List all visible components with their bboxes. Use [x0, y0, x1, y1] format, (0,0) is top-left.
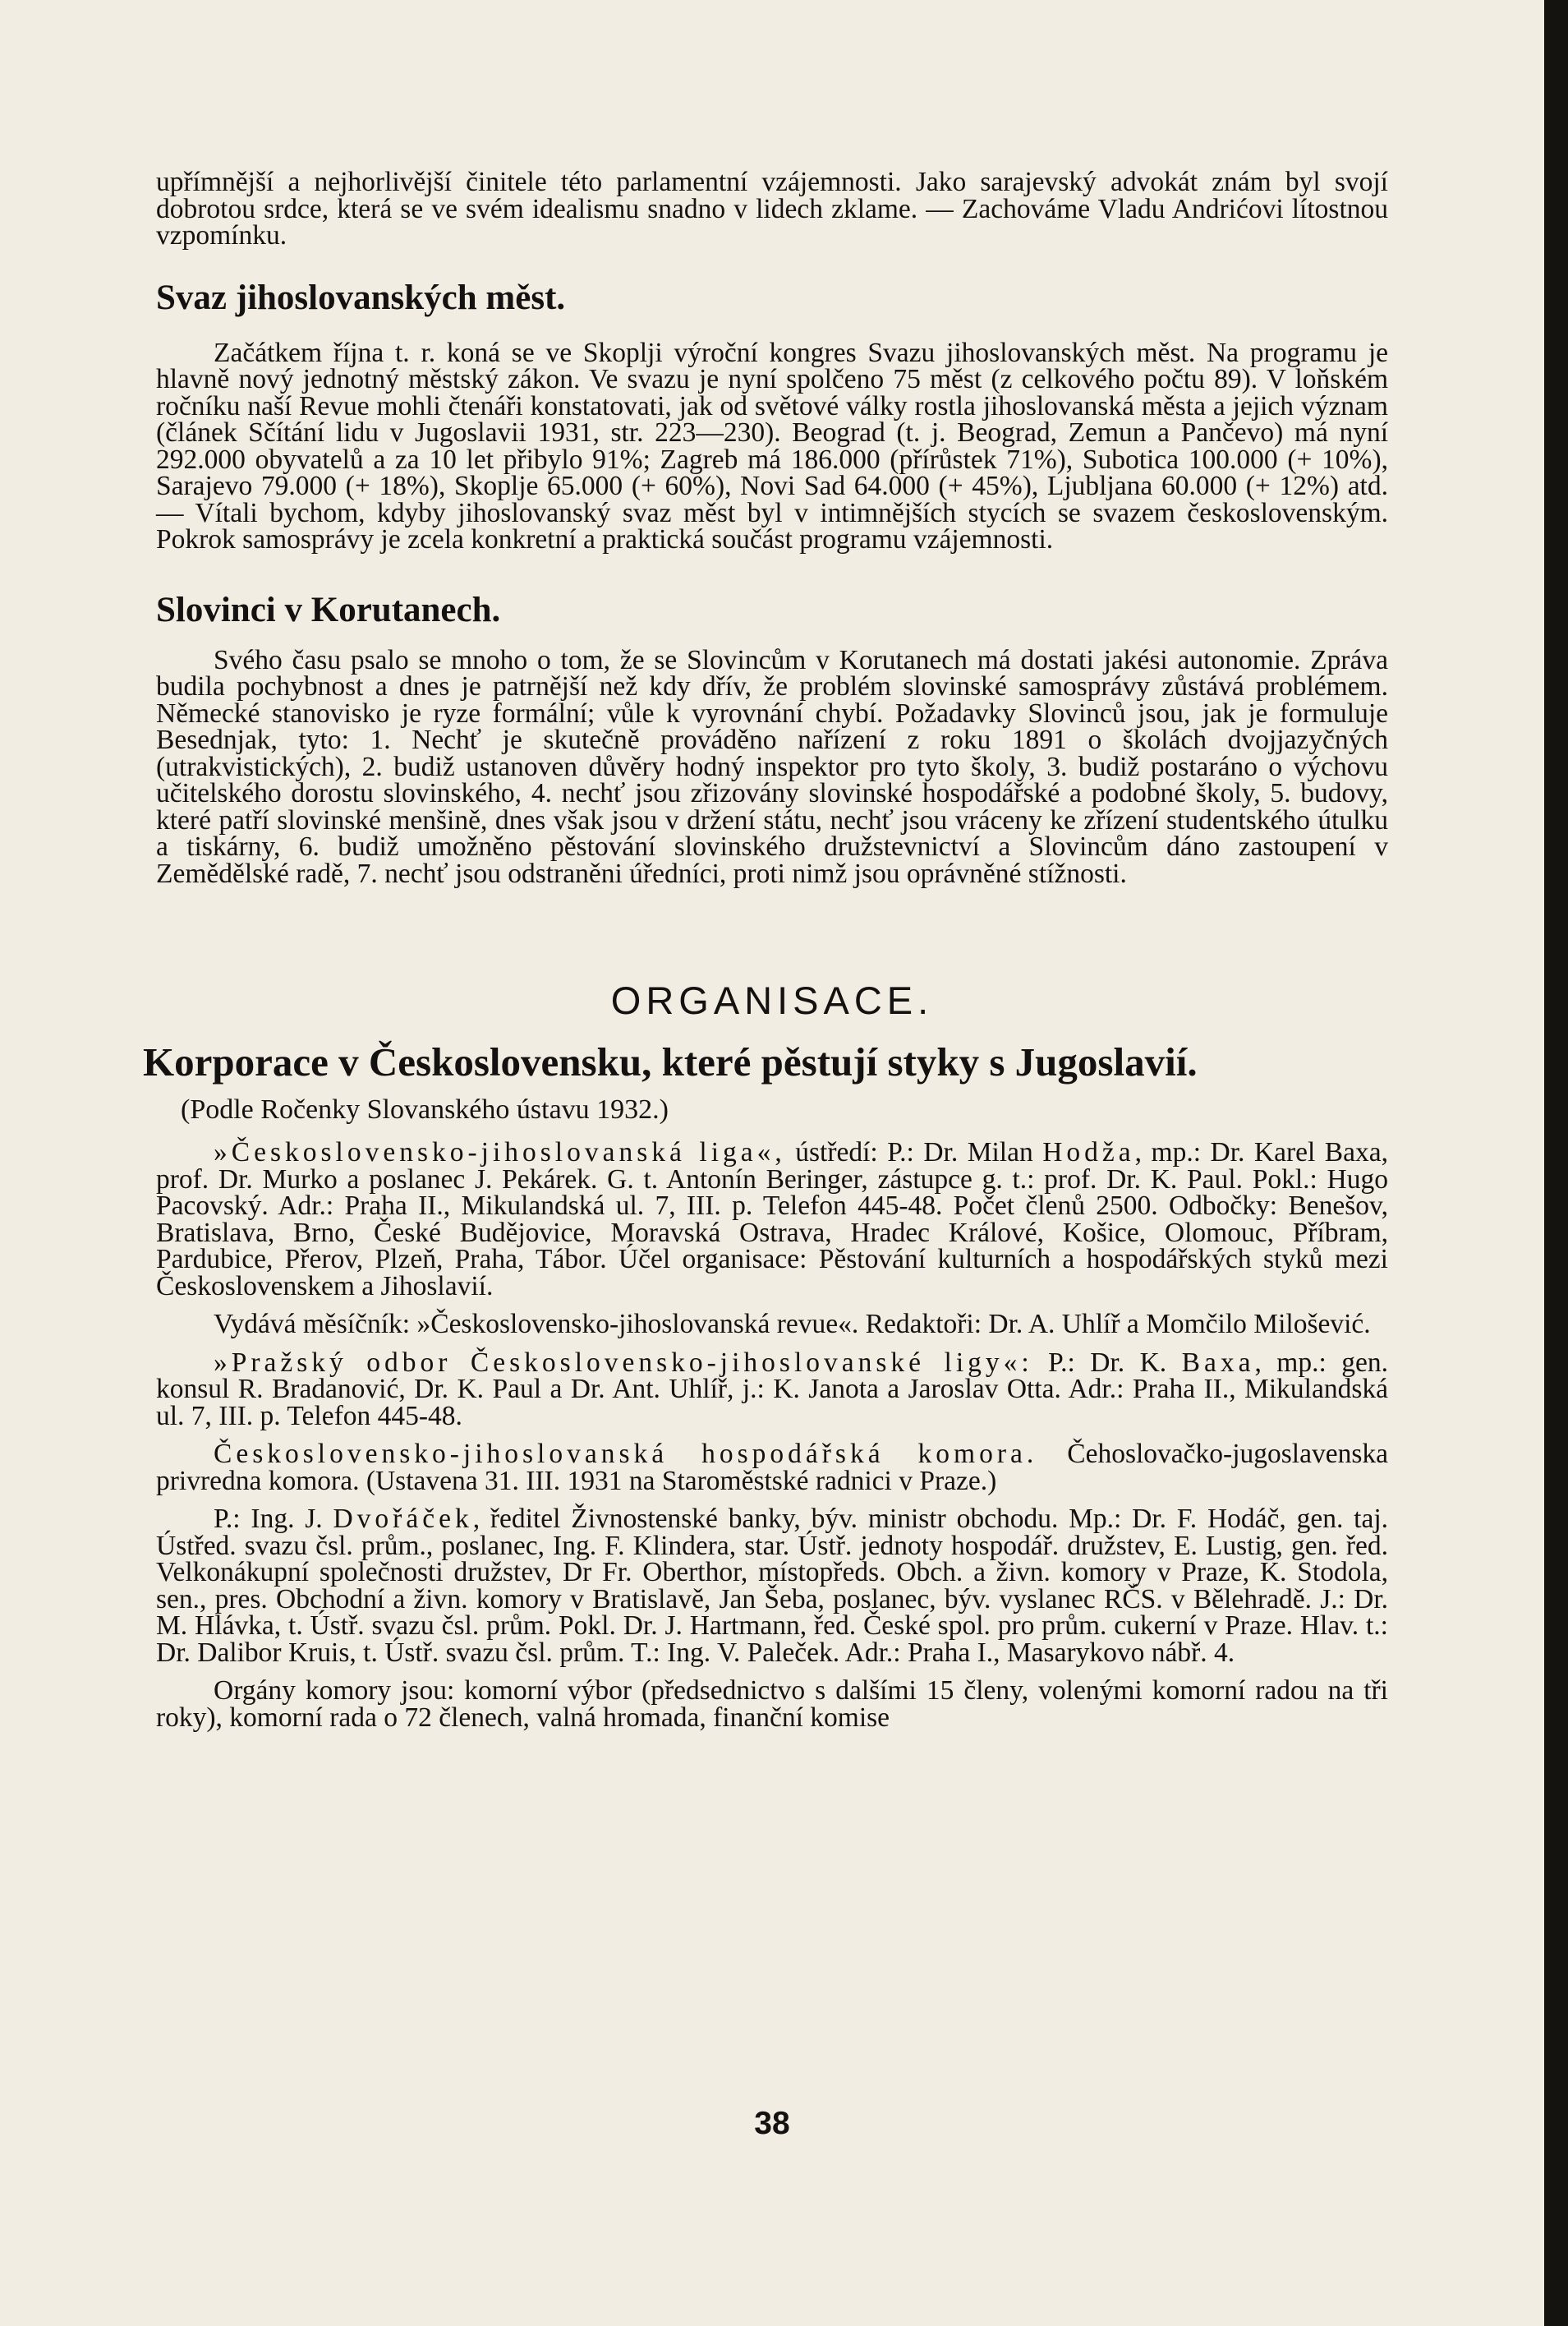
komora-name: Československo-jihoslovanská hospodářská komora.	[214, 1439, 1038, 1469]
subtitle-source: (Podle Ročenky Slovanského ústavu 1932.)	[181, 1094, 669, 1125]
prazsky-text-a: P.: Dr. K.	[1032, 1347, 1182, 1378]
prazsky-name: »Pražský odbor Československo-jihoslovanské ligy«:	[214, 1347, 1033, 1378]
liga-text-b: , mp.: Dr. Karel Baxa, prof. Dr. Murko a poslanec J. Pekárek. G. t. Antonín Beringer, zástupce g. t.: prof. Dr. K. Paul. Pokl.: Hugo Pacovský. Adr.: Praha II., Mikulandská ul. 7, III. p. Telefon 445-48. Počet členů 2500. Odbočky: Benešov, Bratislava, Brno, České Budějovice, Moravská Ostrava, Hradec Králové, Košice, Olomouc, Příbram, Pardubice, Přerov, Plzeň, Praha, Tábor. Účel organisace: Pěstování kulturních a hospodářských styků mezi Československem a Jihoslavií.	[156, 1137, 1389, 1301]
members-dvoracek: Dvořáček	[333, 1504, 473, 1534]
liga-name: »Československo-jihoslovanská liga«,	[214, 1137, 786, 1168]
paragraph-organy: Orgány komory jsou: komorní výbor (předsednictvo s dalšími 15 členy, volenými komorní radou na tři roky), komorní rada o 72 členech, valná hromada, finanční komise	[156, 1675, 1388, 1733]
paragraph-liga	[156, 1137, 1389, 1301]
komora-text: Čehoslovačko-jugoslavenska privredna komora. (Ustavena 31. III. 1931 na Staroměstské radnici v Praze.)	[156, 1439, 1388, 1496]
scan-edge	[1544, 0, 1568, 2326]
paragraph-svaz: Začátkem října t. r. koná se ve Skoplji výroční kongres Svazu jihoslovanských měst. Na programu je hlavně nový jednotný městský zákon. Ve svazu je nyní spolčeno 75 měst (z celkového počtu 89). V loňském ročníku naší Revue mohli čtenáři konstatovati, jak od světové války rostla jihoslovanská města a jejich význam (článek Sčítání lidu v Jugoslavii 1931, str. 223—230). Beograd (t. j. Beograd, Zemun a Pančevo) má nyní 292.000 obyvatelů a za 10 let přibylo 91%; Zagreb má 186.000 (přírůstek 71%), Subotica 100.000 (+ 10%), Sarajevo 79.000 (+ 18%), Skoplje 65.000 (+ 60%), Novi Sad 64.000 (+ 45%), Ljubljana 60.000 (+ 12%) atd. — Vítali bychom, kdyby jihoslovanský svaz měst byl v intimnějších stycích se svazem československým. Pokrok samosprávy je zcela konkretní a praktická součást programu vzájemnosti.	[156, 337, 1388, 555]
heading-slovinci: Slovinci v Korutanech.	[156, 590, 501, 629]
paragraph-komora	[156, 1441, 1388, 1495]
heading-svaz: Svaz jihoslovanských měst.	[156, 278, 566, 317]
paragraph-prazsky-odbor	[156, 1347, 1388, 1431]
paragraph-intro: upřímnější a nejhorlivější činitele této parlamentní vzájemnosti. Jako sarajevský advokát znám byl svojí dobrotou srdce, která se ve svém idealismu snadno v lidech zklame. — Zachováme Vladu Andrićovi lítostnou vzpomínku.	[156, 167, 1388, 251]
heading-korporace: Korporace v Československu, které pěstují styky s Jugoslavií.	[143, 1039, 1198, 1085]
liga-hodza: Hodža	[1042, 1137, 1135, 1168]
page-content	[143, 167, 1389, 1733]
prazsky-text-b: , mp.: gen. konsul R. Bradanović, Dr. K. Paul a Dr. Ant. Uhlíř, j.: K. Janota a Jaroslav Otta. Adr.: Praha II., Mikulandská ul. 7, III. p. Telefon 445-48.	[156, 1347, 1388, 1431]
members-text-a: P.: Ing. J.	[214, 1504, 333, 1534]
liga-text-a: ústředí: P.: Dr. Milan	[785, 1137, 1043, 1168]
paragraph-komora-members	[156, 1506, 1388, 1666]
members-text-b: , ředitel Živnostenské banky, býv. ministr obchodu. Mp.: Dr. F. Hodáč, gen. taj. Ústřed. svazu čsl. prům., poslanec, Ing. F. Klindera, star. Ústř. jednoty hospodář. družstev, E. Lustig, gen. řed. Velkonákupní společnosti družstev, Dr Fr. Oberthor, místopředs. Obch. a živn. komory v Praze, K. Stodola, sen., pres. Obchodní a živn. komory v Bratislavě, Jan Šeba, poslanec, býv. vyslanec RČS. v Bělehradě. J.: Dr. M. Hlávka, t. Ústř. svazu čsl. prům. Pokl. Dr. J. Hartmann, řed. České spol. pro prům. cukerní v Praze. Hlav. t.: Dr. Dalibor Kruis, t. Ústř. svazu čsl. prům. T.: Ing. V. Paleček. Adr.: Praha I., Masarykovo nábř. 4.	[156, 1504, 1389, 1668]
paragraph-revue: Vydává měsíčník: »Československo-jihoslovanská revue«. Redaktoři: Dr. A. Uhlíř a Momčilo Milošević.	[214, 1309, 1371, 1339]
page-number: 38	[754, 2106, 790, 2141]
prazsky-baxa: Baxa	[1181, 1347, 1255, 1378]
section-title-organisace: ORGANISACE.	[610, 979, 934, 1022]
paragraph-slovinci: Svého času psalo se mnoho o tom, že se Slovincům v Korutanech má dostati jakési autonomie. Zpráva budila pochybnost a dnes je patrnější než kdy dřív, že problém slovinské samosprávy zůstává problémem. Německé stanovisko je ryze formální; vůle k vyrovnání chybí. Požadavky Slovinců jsou, jak je formuluje Besednjak, tyto: 1. Nechť je skutečně prováděno nařízení z roku 1891 o školách dvojjazyčných (utrakvistických), 2. budiž ustanoven důvěry hodný inspektor pro tyto školy, 3. budiž postaráno o výchovu učitelského dorostu slovinského, 4. nechť jsou zřizovány slovinské hospodářské a podobné školy, 5. budovy, které patří slovinské menšině, dnes však jsou v držení státu, nechť jsou vráceny ke zřízení studentského útulku a tiskárny, 6. budiž umožněno pěstování slovinského družstevnictví a Slovincům dáno zastoupení v Zemědělské radě, 7. nechť jsou odstraněni úředníci, proti nimž jsou oprávněné stížnosti.	[156, 644, 1388, 889]
